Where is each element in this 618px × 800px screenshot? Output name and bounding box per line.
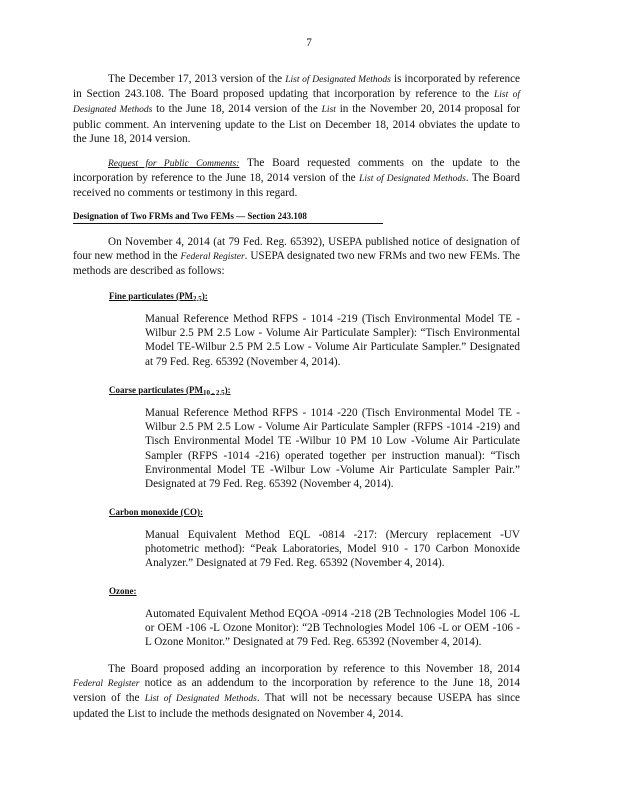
list-title: List of Designated Methods	[285, 75, 391, 85]
carbon-monoxide-method: Manual Equivalent Method EQL -0814 -217: (Mercury replacement -UV photometric method): “Peak Laboratories, Model 910 - 170 Carbon Monoxide Analyzer.” Designated at 79 Fed. Reg. 65392 (November 4, 2014).	[145, 529, 520, 570]
list-title: List of Designated Methods	[359, 174, 466, 185]
page-number: 7	[306, 37, 312, 49]
label-text: Coarse particulates (PM	[109, 385, 203, 395]
text: . That will not be necessary because USEPA has since updated the List to include the methods designated on November 4, 2014.	[73, 692, 521, 720]
text: notice as an addendum to the incorporation by reference to the June 18, 2014 version of the	[73, 677, 521, 705]
comments-label: Request for Public Comments:	[108, 159, 240, 169]
text: The Board proposed adding an incorporation by reference to this November 18, 2014	[108, 663, 520, 675]
text: The Board requested comments on the update to the incorporation by reference to the June 18, 2014 version of the	[73, 157, 520, 185]
subscript: 10 - 2.5	[202, 389, 225, 397]
text: The December 17, 2013 version of the	[108, 73, 286, 85]
list-title: List	[321, 105, 336, 116]
ozone-label	[109, 585, 137, 597]
label-text: ):	[224, 385, 231, 395]
text: in the November 20, 2014 proposal for public comment. An intervening update to the List on December 18, 2014 obviates the update to the June 18, 2014 version.	[73, 103, 520, 145]
text: is incorporated by reference in Section 243.108. The Board proposed updating that incorporation by reference to the	[73, 73, 521, 101]
paragraph-designation	[73, 235, 520, 279]
paragraph-addendum	[73, 662, 520, 721]
fine-particulates-method: Manual Reference Method RFPS - 1014 -219 (Tisch Environmental Model TE - Wilbur 2.5 PM 2.5 Low - Volume Air Particulate Sampler): “Tisch Environmental Model TE-Wilbur 2.5 PM 2.5 Low - Volume Air Particulate Sampler.” Designated at 79 Fed. Reg. 65392 (November 4, 2014).	[145, 313, 520, 368]
text: . USEPA designated two new FRMs and two new FEMs. The methods are described as follows:	[73, 250, 520, 278]
text: On November 4, 2014 (at 79 Fed. Reg. 65392), USEPA published notice of designation of four new method in the	[73, 236, 520, 263]
label-text: Carbon monoxide (CO):	[109, 507, 203, 517]
list-title: List of Designated Methods	[144, 694, 257, 705]
coarse-particulates-method: Manual Reference Method RFPS - 1014 -220 (Tisch Environmental Model TE - Wilbur 2.5 PM 2.5 Low - Volume Air Particulate Sampler (RFPS -1014 -219) and Tisch Environmental Model TE -Wilbur 10 PM 10 Low -Volume Air Particulate Sampler (RFPS -1014 -216) operated together per instruction manual): “Tisch Environmental Model TE -Wilbur Low -Volume Air Particulate Sampler Pair.” Designated at 79 Fed. Reg. 65392 (November 4, 2014).	[145, 407, 520, 491]
ozone-method: Automated Equivalent Method EQOA -0914 -218 (2B Technologies Model 106 -L or OEM -106 -L Ozone Monitor): “2B Technologies Model 106 -L or OEM -106 -L Ozone Monitor.” Designated at 79 Fed. Reg. 65392 (November 4, 2014).	[145, 608, 520, 649]
text: to the June 18, 2014 version of the	[152, 103, 322, 116]
label-text: Fine particulates (PM	[109, 291, 193, 301]
coarse-particulates-label	[109, 384, 231, 399]
paragraph-incorporation	[73, 72, 520, 146]
section-heading: Designation of Two FRMs and Two FEMs — Section 243.108	[73, 210, 383, 224]
label-text: ):	[201, 291, 208, 301]
text: . The Board received no comments or testimony in this regard.	[73, 172, 520, 200]
fine-particulates-label	[109, 290, 208, 305]
federal-register: Federal Register	[73, 679, 140, 690]
subscript: 2.5	[192, 295, 202, 303]
list-title: List of Designated Methods	[73, 90, 520, 116]
federal-register: Federal Register	[180, 252, 245, 263]
carbon-monoxide-label	[109, 506, 203, 518]
paragraph-public-comments	[73, 156, 520, 201]
label-text: Ozone:	[109, 586, 137, 596]
